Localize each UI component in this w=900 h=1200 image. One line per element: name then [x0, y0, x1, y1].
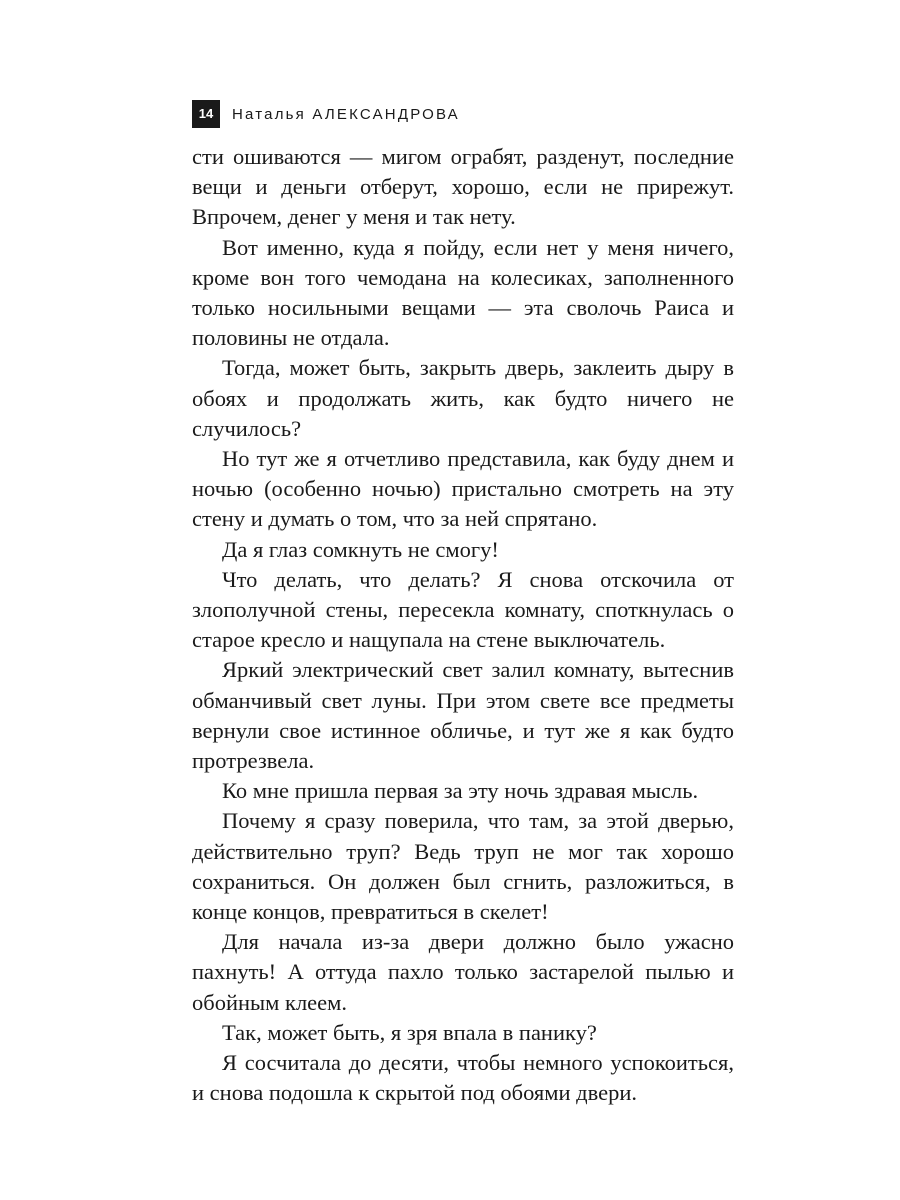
paragraph: Тогда, может быть, закрыть дверь, заклеить дыру в обоях и продолжать жить, как будто ничего не случилось? — [192, 355, 734, 441]
paragraph: Но тут же я отчетливо представила, как буду днем и ночью (особенно ночью) пристально смотреть на эту стену и думать о том, что за ней спрятано. — [192, 446, 734, 532]
book-page — [192, 100, 734, 1109]
paragraph: Что делать, что делать? Я снова отскочила от злополучной стены, пересекла комнату, споткнулась о старое кресло и нащупала на стене выключатель. — [192, 566, 734, 653]
running-title: Наталья АЛЕКСАНДРОВА — [232, 105, 460, 123]
paragraph: Почему я сразу поверила, что там, за этой дверью, действительно труп? Ведь труп не мог так хорошо сохраниться. Он должен был сгнить, разложиться, в конце концов, превратиться в скелет! — [192, 808, 734, 925]
paragraph: Для начала из-за двери должно было ужасно пахнуть! А оттуда пахло только застарелой пылью и обойным клеем. — [192, 929, 734, 1015]
paragraph: сти ошиваются — мигом ограбят, разденут, последние вещи и деньги отберут, хорошо, если не прирежут. Впрочем, денег у меня и так нету. — [192, 144, 734, 230]
paragraph: Яркий электрический свет залил комнату, вытеснив обманчивый свет луны. При этом свете все предметы вернули свое истинное обличье, и тут же я как будто протрезвела. — [192, 657, 734, 774]
body-text — [192, 142, 734, 1109]
paragraph: Вот именно, куда я пойду, если нет у меня ничего, кроме вон того чемодана на колесиках, заполненного только носильными вещами — эта сволочь Раиса и половины не отдала. — [192, 234, 734, 351]
page-number: 14 — [192, 100, 220, 128]
running-head — [192, 100, 734, 128]
paragraph: Я сосчитала до десяти, чтобы немного успокоиться, и снова подошла к скрытой под обоями двери. — [192, 1050, 734, 1106]
paragraph: Ко мне пришла первая за эту ночь здравая мысль. — [222, 778, 699, 804]
paragraph: Да я глаз сомкнуть не смогу! — [222, 536, 499, 562]
paragraph: Так, может быть, я зря впала в панику? — [222, 1019, 597, 1045]
